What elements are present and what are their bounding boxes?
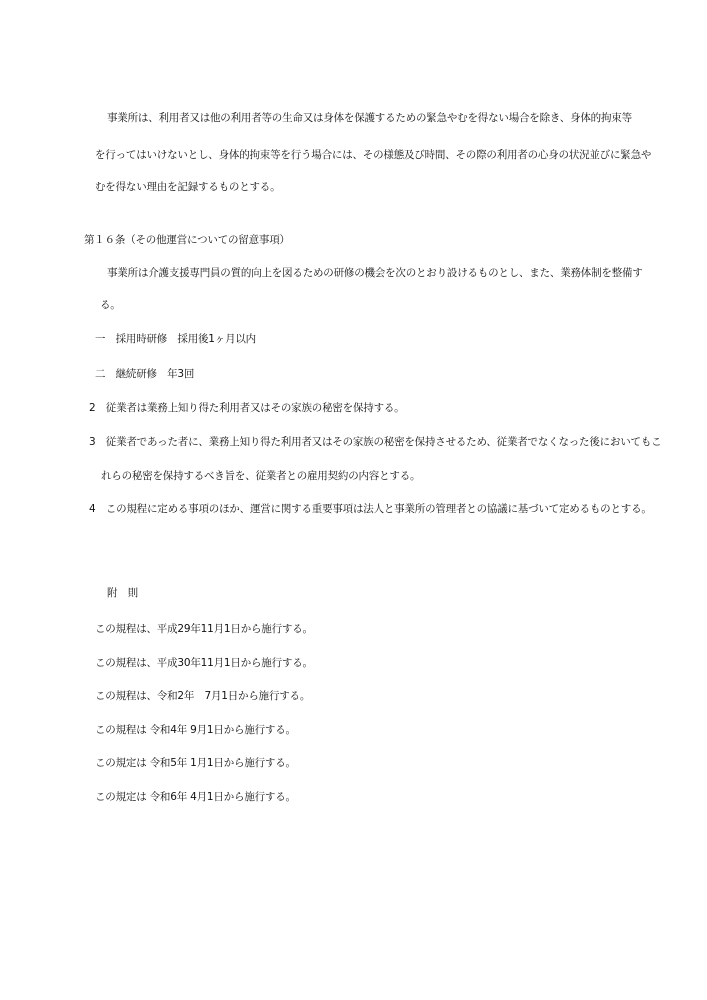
intro-line-2: を行ってはいけないとし、身体的拘束等を行う場合には、その様態及び時間、その際の利用者の心身の状況並びに緊急や xyxy=(95,149,652,161)
supplementary-heading: 附 則 xyxy=(107,587,138,599)
article-16-para2: 2 従業者は業務上知り得た利用者又はその家族の秘密を保持する。 xyxy=(89,402,405,414)
training-item-1: 一 採用時研修 採用後1ヶ月以内 xyxy=(95,333,256,345)
intro-line-1: 事業所は、利用者又は他の利用者等の生命又は身体を保護するための緊急やむを得ない場合を除き、身体的拘束等 xyxy=(107,112,632,124)
article-16-para4: 4 この規程に定める事項のほか、運営に関する重要事項は法人と事業所の管理者との協議に基づいて定めるものとする。 xyxy=(89,503,652,515)
article-16-heading: 第１６条（その他運営についての留意事項） xyxy=(84,234,290,246)
intro-line-3: むを得ない理由を記録するものとする。 xyxy=(95,181,281,193)
article-16-para1-line2: る。 xyxy=(100,299,121,311)
article-16-para1-line1: 事業所は介護支援専門員の質的向上を図るための研修の機会を次のとおり設けるものとし、また、業務体制を整備す xyxy=(107,267,643,279)
supplementary-entry: この規程は、平成29年11月1日から施行する。 xyxy=(95,623,313,635)
supplementary-entry: この規程は、平成30年11月1日から施行する。 xyxy=(95,657,313,669)
supplementary-entry: この規程は 令和4年 9月1日から施行する。 xyxy=(95,724,296,736)
article-16-para3-line2: れらの秘密を保持するべき旨を、従業者との雇用契約の内容とする。 xyxy=(101,470,421,482)
supplementary-entry: この規程は、令和2年 7月1日から施行する。 xyxy=(95,690,311,702)
supplementary-entry: この規定は 令和5年 1月1日から施行する。 xyxy=(95,757,296,769)
training-item-2: 二 継続研修 年3回 xyxy=(95,368,195,380)
article-16-para3-line1: 3 従業者であった者に、業務上知り得た利用者又はその家族の秘密を保持させるため、従業者でなくなった後においてもこ xyxy=(89,436,662,448)
supplementary-entry: この規定は 令和6年 4月1日から施行する。 xyxy=(95,791,296,803)
